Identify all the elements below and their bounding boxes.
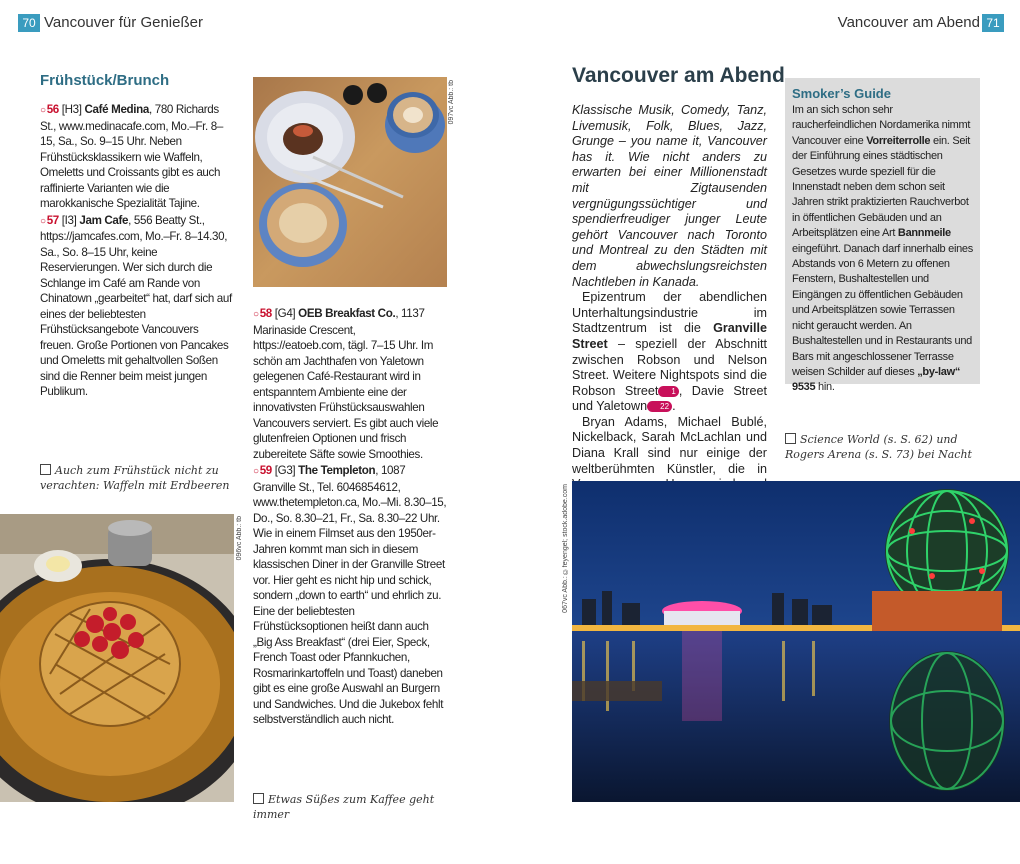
- caption-arrow-icon: [40, 464, 51, 475]
- page-number-right: 71: [982, 14, 1004, 32]
- entry-marker[interactable]: 59: [259, 464, 272, 477]
- listing-entry: [40, 213, 234, 400]
- paragraph-2: Bryan Adams, Michael Bublé, Nickelback, Sarah McLachlan und Diana Krall sind nur einige der weltberühmten Künstler, die in: [572, 414, 767, 476]
- listing-entry: [40, 102, 234, 212]
- grid-ref: [I3]: [61, 213, 77, 227]
- venue-name: Café Medina: [84, 103, 149, 116]
- venue-name: Jam Cafe: [79, 213, 129, 227]
- venue-name: The Templeton: [298, 464, 376, 477]
- waffle-photo: [0, 514, 234, 802]
- listing-entry: [253, 306, 449, 462]
- listing-entry: [253, 463, 449, 728]
- venue-description: , 556 Beatty St., https://jamcafes.com, Mo.–Fr. 8–14.30, Sa., So. 8–15 Uhr, keine Reservierungen. Wer sich durch die Schlange im Café am Rande von Chinatown „gearbeitet“ hat, darf sich auf eines der beliebtesten Frühstücksangebote Vancouvers freuen. Große Portionen von Pancakes und Omeletts mit gehaltvollen Soßen sind die Renner beim meist jungen Publikum.: [40, 213, 232, 398]
- venue-description: , 1087 Granville St., Tel. 6046854612, www.thetempleton.ca, Mo.–Mi. 8.30–15, Do., So. 8.30–21, Fr., Sa. 8.30–22 Uhr. Wie in einem Filmset aus den 1950er-Jahren kommt man sich in diesem klassischen Diner in der Granville Street vor. Hier geht es nicht hip und schick, sondern „down to earth“ und ehrlich zu. Eine der beliebtesten Frühstücksoptionen heißt dann auch „Big Ass Breakfast“ (drei Eier, Speck, French Toast oder Pfannkuchen, Rosmarinkartoffeln und Toast) daneben gibt es eine große Auswahl an Burgern und Sandwiches. Und die Jukebox fehlt selbstverständlich auch nicht.: [253, 464, 447, 726]
- intro-paragraph: Klassische Musik, Comedy, Tanz, Livemusik, Folk, Blues, Jazz, Grunge – you name it, Vancouver has it. Wie nicht anders zu erwarten bei einer Millionenstadt mit Zigtausenden vergnügungssüchtiger und spendierfreudiger junger Leute gehört Vancouver nach Toronto und Montreal zu den Städten mit dem abwechslungsreichsten Nachtleben in Kanada.: [572, 103, 767, 289]
- venue-description: , 1137 Marinaside Crescent, https://eatoeb.com, tägl. 7–15 Uhr. Im schön am Jachthafen von Yaletown gelegenen Café-Restaurant wird in entspanntem Ambiente eine der innovativsten Frühstücksauswahlen Vancouvers serviert. Es gibt auch viele glutenfreien Optionen und frisch zubereitete Säfte sowie Smoothies.: [253, 307, 439, 461]
- photo-credit-night: 067vc Abb.: ©feyengel; stock.adobe.com: [562, 484, 569, 613]
- night-skyline-photo: [572, 481, 1020, 802]
- caption-arrow-icon: [785, 433, 796, 444]
- main-body-text: [572, 103, 767, 508]
- section-title: Frühstück/Brunch: [40, 72, 170, 89]
- location-pin-icon: ○: [253, 466, 259, 477]
- entry-marker[interactable]: 57: [46, 213, 59, 227]
- location-pin-icon: ○: [40, 105, 46, 116]
- box-title: Smoker’s Guide: [792, 86, 891, 101]
- caption-coffee: Etwas Süßes zum Kaffee geht immer: [253, 793, 435, 821]
- entry-marker[interactable]: 56: [46, 103, 59, 116]
- coffee-photo: [253, 77, 447, 287]
- grid-ref: [G3]: [274, 464, 296, 477]
- grid-ref: [H3]: [61, 103, 82, 116]
- page-number-left: 70: [18, 14, 40, 32]
- venue-name: OEB Breakfast Co.: [298, 307, 396, 320]
- photo-credit-waffle: 096vc Abb.: tb: [236, 516, 243, 561]
- paragraph-1: Epizentrum der abendlichen Unterhaltungsindustrie im Stadtzentrum ist die Granville Street – speziell der Abschnitt zwischen Robson und Nelson Street. Weitere Nightspots sind die Robson Street 1 , Davie Street und Yaletown 22 .: [572, 290, 767, 414]
- grid-ref: [G4]: [274, 307, 296, 320]
- photo-credit-coffee: 097vc Abb.: tb: [448, 80, 455, 125]
- map-pin-22[interactable]: 22: [647, 401, 672, 412]
- location-pin-icon: ○: [40, 215, 46, 227]
- running-header-left: Vancouver für Genießer: [44, 14, 203, 31]
- location-pin-icon: ○: [253, 309, 259, 320]
- map-pin-1[interactable]: 1: [658, 386, 678, 397]
- caption-arrow-icon: [253, 793, 264, 804]
- caption-waffle: Auch zum Frühstück nicht zu verachten: Waffeln mit Erdbeeren: [40, 464, 230, 492]
- page-title: Vancouver am Abend: [572, 64, 785, 87]
- venue-description: , 780 Richards St., www.medinacafe.com, Mo.–Fr. 8–15, Sa., So. 9–15 Uhr. Neben Frühstücksklassikern wie Waffeln, Omeletts und Croissants gibt es auch raffinierte Varianten wie die marokkanische Spezialität Tajine.: [40, 103, 223, 210]
- running-header-right: Vancouver am Abend: [837, 14, 980, 31]
- entries-column-2: [253, 306, 449, 729]
- entries-column-1: [40, 102, 234, 401]
- caption-night: Science World (s. S. 62) und Rogers Arena (s. S. 73) bei Nacht: [785, 433, 972, 461]
- box-text: Im an sich schon sehr raucherfeindlichen Nordamerika nimmt Vancouver eine Vorreiterrolle ein. Seit der Einführung eines städtischen Gesetzes wurde speziell für die Innenstadt neben dem schon seit Jahren strikt praktizierten Rauchverbot in öffentlichen Gebäuden und an Arbeitsplätzen eine Art Bannmeile eingeführt. Danach darf innerhalb eines Abstands von 6 Metern zu offenen Fenstern, Bushaltestellen und Eingängen zu öffentlichen Gebäuden und Arbeitsplätzen sowie Terrassen nicht geraucht werden. An Bushaltestellen und in Restaurants und Bars mit angeschlossener Terrasse weisen Schilder auf dieses „by-law“ 9535 hin.: [792, 104, 973, 394]
- smokers-guide-box: [785, 78, 980, 394]
- entry-marker[interactable]: 58: [259, 307, 272, 320]
